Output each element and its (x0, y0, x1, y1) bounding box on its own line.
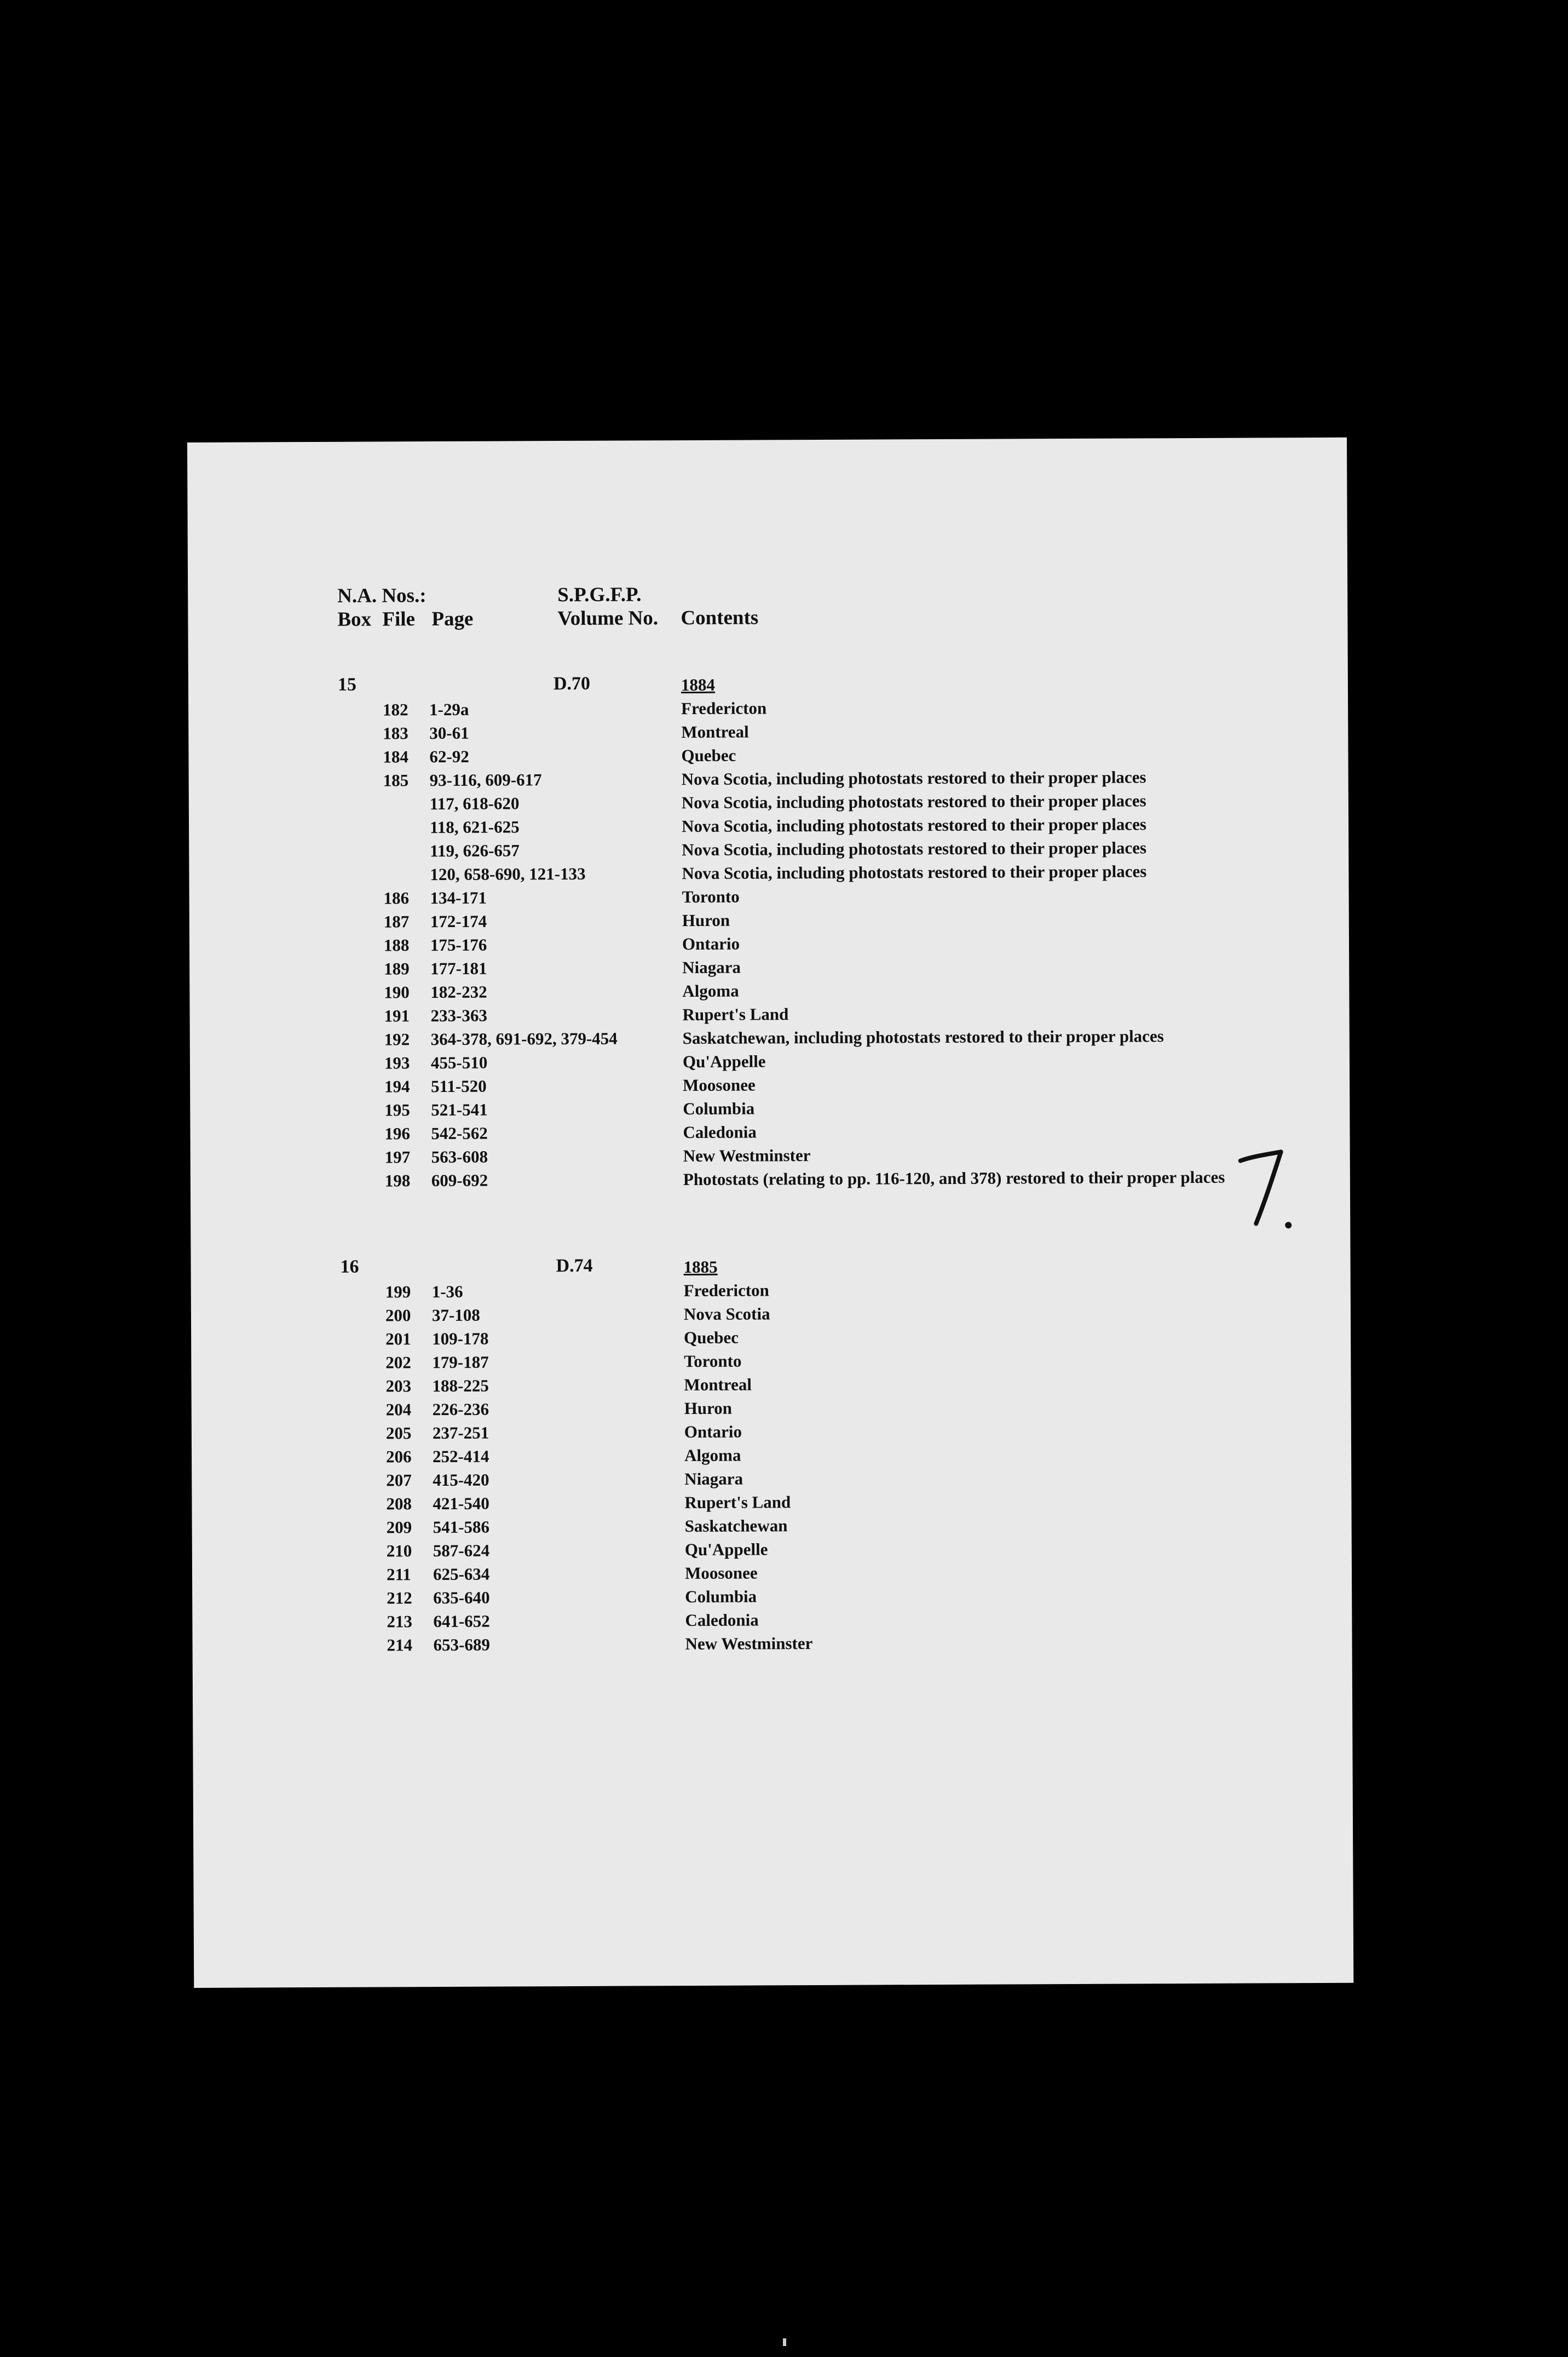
file-number: 214 (387, 1635, 413, 1655)
file-number: 194 (384, 1077, 410, 1096)
contents-entry: Huron (684, 1398, 733, 1418)
contents-entry: Fredericton (681, 698, 767, 718)
file-number: 202 (385, 1353, 411, 1372)
page-range: 542-562 (431, 1123, 488, 1143)
page-range: 653-689 (433, 1635, 490, 1655)
header-file: File (382, 608, 416, 631)
page-range: 30-61 (429, 723, 469, 743)
contents-entry: Toronto (682, 887, 740, 907)
volume-number: D.70 (553, 673, 591, 694)
file-number: 208 (386, 1494, 412, 1514)
page-range: 511-520 (431, 1076, 487, 1096)
contents-entry: Qu'Appelle (682, 1051, 766, 1072)
contents-entry: Qu'Appelle (684, 1539, 768, 1560)
file-number: 195 (384, 1100, 410, 1120)
contents-entry: Nova Scotia, including photostats restored to their proper places (681, 767, 1146, 789)
contents-entry: Ontario (684, 1422, 742, 1442)
file-number: 199 (385, 1282, 411, 1302)
contents-entry: Ontario (682, 934, 740, 954)
contents-entry: Algoma (684, 1445, 741, 1465)
page-range: 118, 621-625 (429, 817, 520, 837)
file-number: 182 (383, 700, 408, 720)
page-range: 237-251 (432, 1423, 489, 1443)
page-range: 109-178 (432, 1329, 489, 1349)
year-heading: 1885 (683, 1257, 718, 1277)
contents-entry: Niagara (684, 1469, 743, 1489)
page-range: 120, 658-690, 121-133 (430, 864, 586, 884)
contents-entry: New Westminster (685, 1634, 813, 1654)
page-range: 252-414 (433, 1446, 489, 1467)
page-range: 421-540 (433, 1493, 489, 1514)
page-range: 62-92 (429, 746, 469, 767)
file-number: 200 (385, 1306, 411, 1325)
page-range: 1-29a (429, 699, 469, 720)
page-range: 188-225 (432, 1376, 489, 1396)
year-heading: 1884 (681, 675, 716, 695)
header-spgfp: S.P.G.F.P. (557, 583, 642, 607)
file-number: 189 (384, 959, 410, 979)
contents-entry: Caledonia (683, 1122, 757, 1142)
file-number: 188 (383, 935, 410, 955)
page-range: 415-420 (433, 1470, 489, 1490)
box-number: 16 (340, 1256, 359, 1277)
contents-entry: Columbia (683, 1099, 755, 1119)
file-number: 193 (384, 1053, 410, 1073)
contents-entry: Huron (682, 910, 730, 930)
scan-speck (783, 2338, 786, 2346)
contents-entry: Niagara (682, 957, 741, 978)
contents-entry: Moosonee (683, 1075, 756, 1095)
file-number: 211 (386, 1565, 411, 1584)
file-number: 204 (385, 1400, 412, 1419)
file-number: 203 (385, 1376, 412, 1396)
file-number: 212 (387, 1588, 412, 1608)
contents-entry: Montreal (684, 1375, 752, 1395)
page-range: 117, 618-620 (429, 794, 520, 814)
file-number: 192 (384, 1030, 410, 1049)
page-range: 521-541 (431, 1100, 488, 1120)
document-page (187, 438, 1353, 1988)
contents-entry: Caledonia (685, 1610, 759, 1630)
contents-entry: Nova Scotia, including photostats restored to their proper places (681, 814, 1146, 836)
page-range: 233-363 (430, 1005, 487, 1026)
file-number: 183 (383, 723, 408, 743)
page-range: 175-176 (430, 935, 487, 955)
page-range: 37-108 (431, 1305, 480, 1325)
contents-entry: Toronto (684, 1351, 742, 1371)
page-range: 609-692 (431, 1170, 488, 1191)
file-number: 206 (386, 1447, 412, 1467)
contents-entry: Quebec (681, 745, 736, 766)
page-range: 177-181 (430, 958, 487, 979)
contents-entry: Fredericton (683, 1280, 769, 1301)
contents-entry: Montreal (681, 722, 749, 742)
table-row (192, 1629, 1352, 1658)
page-range: 641-652 (433, 1611, 490, 1631)
header-page: Page (431, 607, 474, 631)
page-range: 182-232 (430, 982, 487, 1002)
page-range: 587-624 (433, 1540, 490, 1561)
page-range: 635-640 (433, 1588, 490, 1608)
page-range: 563-608 (431, 1147, 488, 1167)
file-number: 186 (383, 888, 410, 908)
header-box: Box (337, 608, 372, 631)
contents-entry: Nova Scotia, including photostats restored to their proper places (682, 861, 1147, 883)
page-range: 179-187 (432, 1352, 489, 1372)
contents-entry: Algoma (682, 981, 739, 1001)
contents-entry: Rupert's Land (684, 1492, 791, 1513)
page-range: 226-236 (432, 1399, 489, 1419)
file-number: 190 (384, 982, 410, 1002)
page-range: 134-171 (430, 888, 487, 908)
file-number: 210 (386, 1541, 412, 1561)
header-contents: Contents (681, 606, 759, 630)
contents-entry: Photostats (relating to pp. 116-120, and 378) restored to their proper places (683, 1167, 1225, 1189)
file-number: 207 (386, 1470, 412, 1490)
file-number: 185 (383, 771, 409, 790)
table-row (191, 1165, 1350, 1193)
page-range: 1-36 (431, 1281, 463, 1302)
header-na-nos: N.A. Nos.: (337, 584, 426, 607)
page-range: 364-378, 691-692, 379-454 (430, 1028, 618, 1049)
page-range: 625-634 (433, 1564, 490, 1584)
handwritten-folio-number (1230, 1128, 1302, 1238)
page-range: 119, 626-657 (430, 841, 520, 861)
volume-number: D.74 (556, 1255, 593, 1277)
contents-entry: Moosonee (684, 1563, 758, 1583)
contents-entry: Saskatchewan (684, 1516, 788, 1536)
contents-entry: Nova Scotia (683, 1304, 770, 1324)
box-number: 15 (337, 674, 357, 695)
file-number: 201 (385, 1329, 411, 1349)
file-number: 209 (386, 1517, 412, 1537)
file-number: 205 (385, 1423, 412, 1443)
contents-entry: Saskatchewan, including photostats restored to their proper places (682, 1026, 1164, 1048)
contents-entry: Columbia (685, 1586, 757, 1607)
page-range: 93-116, 609-617 (429, 770, 542, 790)
file-number: 184 (383, 747, 409, 767)
contents-entry: Nova Scotia, including photostats restored to their proper places (681, 791, 1146, 813)
box-section (191, 1252, 1350, 1655)
box-section (188, 670, 1348, 1191)
header-volume-no: Volume No. (557, 607, 659, 630)
page-range: 541-586 (433, 1517, 490, 1537)
file-number: 197 (384, 1147, 411, 1167)
file-number: 187 (383, 912, 410, 932)
file-number: 213 (387, 1612, 412, 1631)
file-number: 191 (384, 1006, 410, 1026)
contents-entry: Nova Scotia, including photostats restored to their proper places (682, 838, 1147, 860)
contents-entry: Rupert's Land (682, 1004, 789, 1025)
contents-entry: New Westminster (683, 1146, 811, 1166)
file-number: 196 (384, 1124, 411, 1143)
page-range: 455-510 (430, 1053, 488, 1073)
contents-entry: Quebec (684, 1327, 739, 1348)
page-range: 172-174 (430, 911, 487, 932)
file-number: 198 (384, 1171, 411, 1191)
